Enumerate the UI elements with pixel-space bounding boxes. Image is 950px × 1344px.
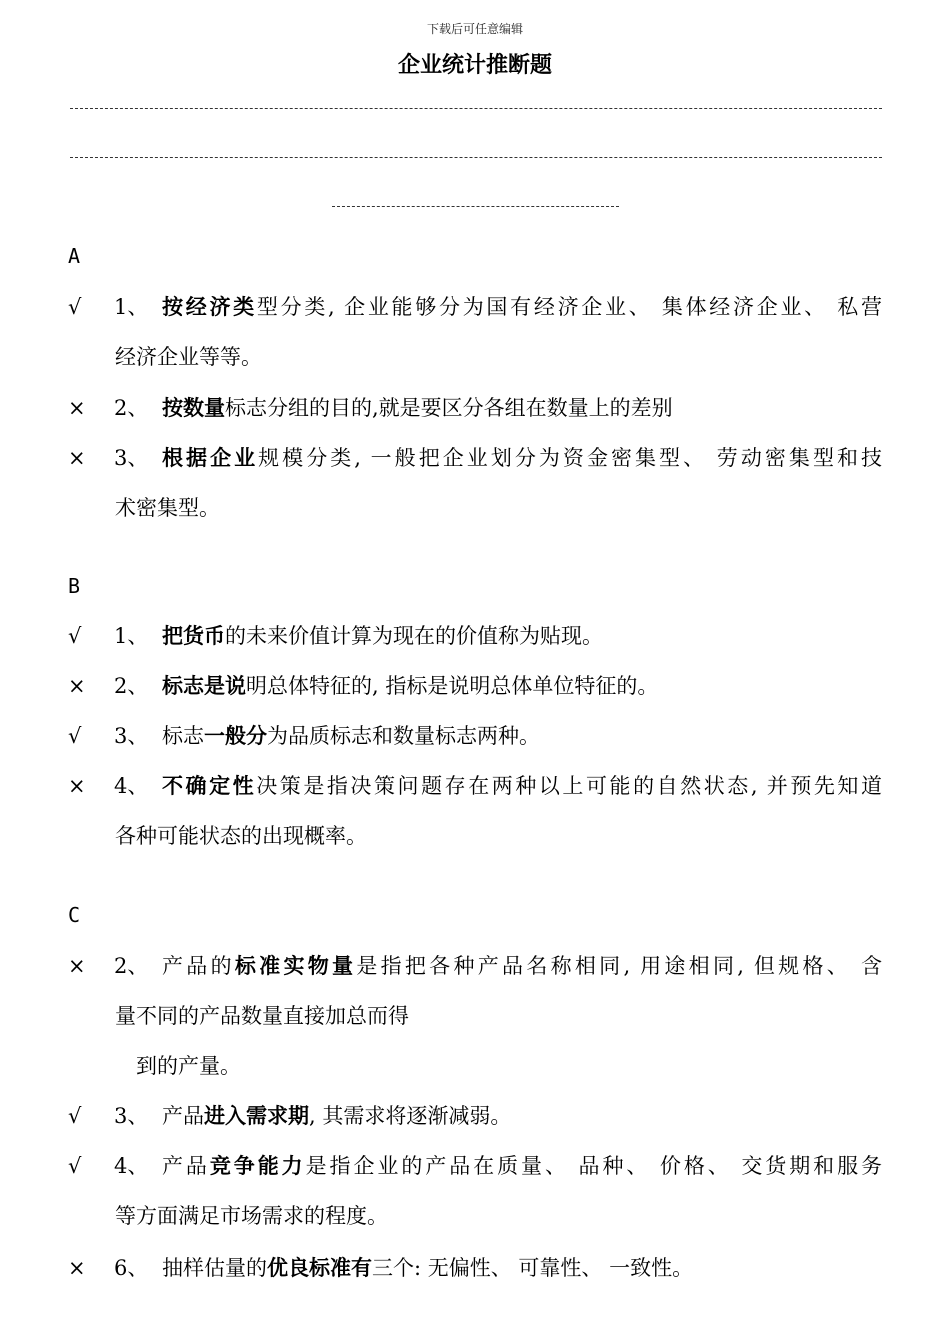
question-number: 4、 bbox=[114, 774, 149, 798]
check-mark-icon: √ bbox=[68, 724, 82, 748]
section-label-b: B bbox=[68, 574, 81, 598]
question-text: 按经济类型分类, 企业能够分为国有经济企业、 集体经济企业、 私营 bbox=[162, 295, 883, 319]
question-text: 产品进入需求期, 其需求将逐渐减弱。 bbox=[162, 1104, 512, 1128]
question-number: 4、 bbox=[114, 1154, 149, 1178]
question-text: 不确定性决策是指决策问题存在两种以上可能的自然状态, 并预先知道 bbox=[162, 774, 882, 798]
question-number: 2、 bbox=[114, 954, 149, 978]
question-text-cont: 经济企业等等。 bbox=[115, 345, 262, 369]
question-text: 抽样估量的优良标准有三个: 无偏性、 可靠性、 一致性。 bbox=[162, 1256, 694, 1280]
question-text-cont: 等方面满足市场需求的程度。 bbox=[115, 1204, 388, 1228]
question-text: 按数量标志分组的目的,就是要区分各组在数量上的差别 bbox=[162, 396, 673, 420]
question-number: 1、 bbox=[114, 295, 149, 319]
question-text: 根据企业规模分类, 一般把企业划分为资金密集型、 劳动密集型和技 bbox=[162, 446, 883, 470]
cross-mark-icon: × bbox=[68, 954, 86, 978]
question-text-cont: 术密集型。 bbox=[115, 496, 220, 520]
question-number: 6、 bbox=[114, 1256, 149, 1280]
question-number: 2、 bbox=[114, 396, 149, 420]
question-text: 产品竞争能力是指企业的产品在质量、 品种、 价格、 交货期和服务 bbox=[162, 1154, 883, 1178]
dashed-divider bbox=[332, 206, 619, 207]
dashed-divider bbox=[70, 108, 882, 109]
question-text: 产品的标准实物量是指把各种产品名称相同, 用途相同, 但规格、 含 bbox=[162, 954, 883, 978]
cross-mark-icon: × bbox=[68, 774, 86, 798]
question-number: 3、 bbox=[114, 446, 149, 470]
cross-mark-icon: × bbox=[68, 396, 86, 420]
check-mark-icon: √ bbox=[68, 624, 82, 648]
page-title: 企业统计推断题 bbox=[397, 53, 552, 78]
cross-mark-icon: × bbox=[68, 1256, 86, 1280]
question-text: 把货币的未来价值计算为现在的价值称为贴现。 bbox=[162, 624, 603, 648]
question-text: 标志一般分为品质标志和数量标志两种。 bbox=[162, 724, 540, 748]
section-label-a: A bbox=[68, 244, 81, 268]
check-mark-icon: √ bbox=[68, 1154, 82, 1178]
question-text-cont: 量不同的产品数量直接加总而得 bbox=[115, 1004, 409, 1028]
cross-mark-icon: × bbox=[68, 674, 86, 698]
question-text-cont: 各种可能状态的出现概率。 bbox=[115, 824, 367, 848]
question-text-cont: 到的产量。 bbox=[136, 1054, 241, 1078]
header-note: 下载后可任意编辑 bbox=[426, 22, 523, 36]
question-number: 1、 bbox=[114, 624, 149, 648]
question-number: 3、 bbox=[114, 724, 149, 748]
dashed-divider bbox=[70, 157, 882, 158]
question-number: 2、 bbox=[114, 674, 149, 698]
question-number: 3、 bbox=[114, 1104, 149, 1128]
question-text: 标志是说明总体特征的, 指标是说明总体单位特征的。 bbox=[162, 674, 659, 698]
section-label-c: C bbox=[68, 903, 81, 927]
cross-mark-icon: × bbox=[68, 446, 86, 470]
check-mark-icon: √ bbox=[68, 295, 82, 319]
check-mark-icon: √ bbox=[68, 1104, 82, 1128]
